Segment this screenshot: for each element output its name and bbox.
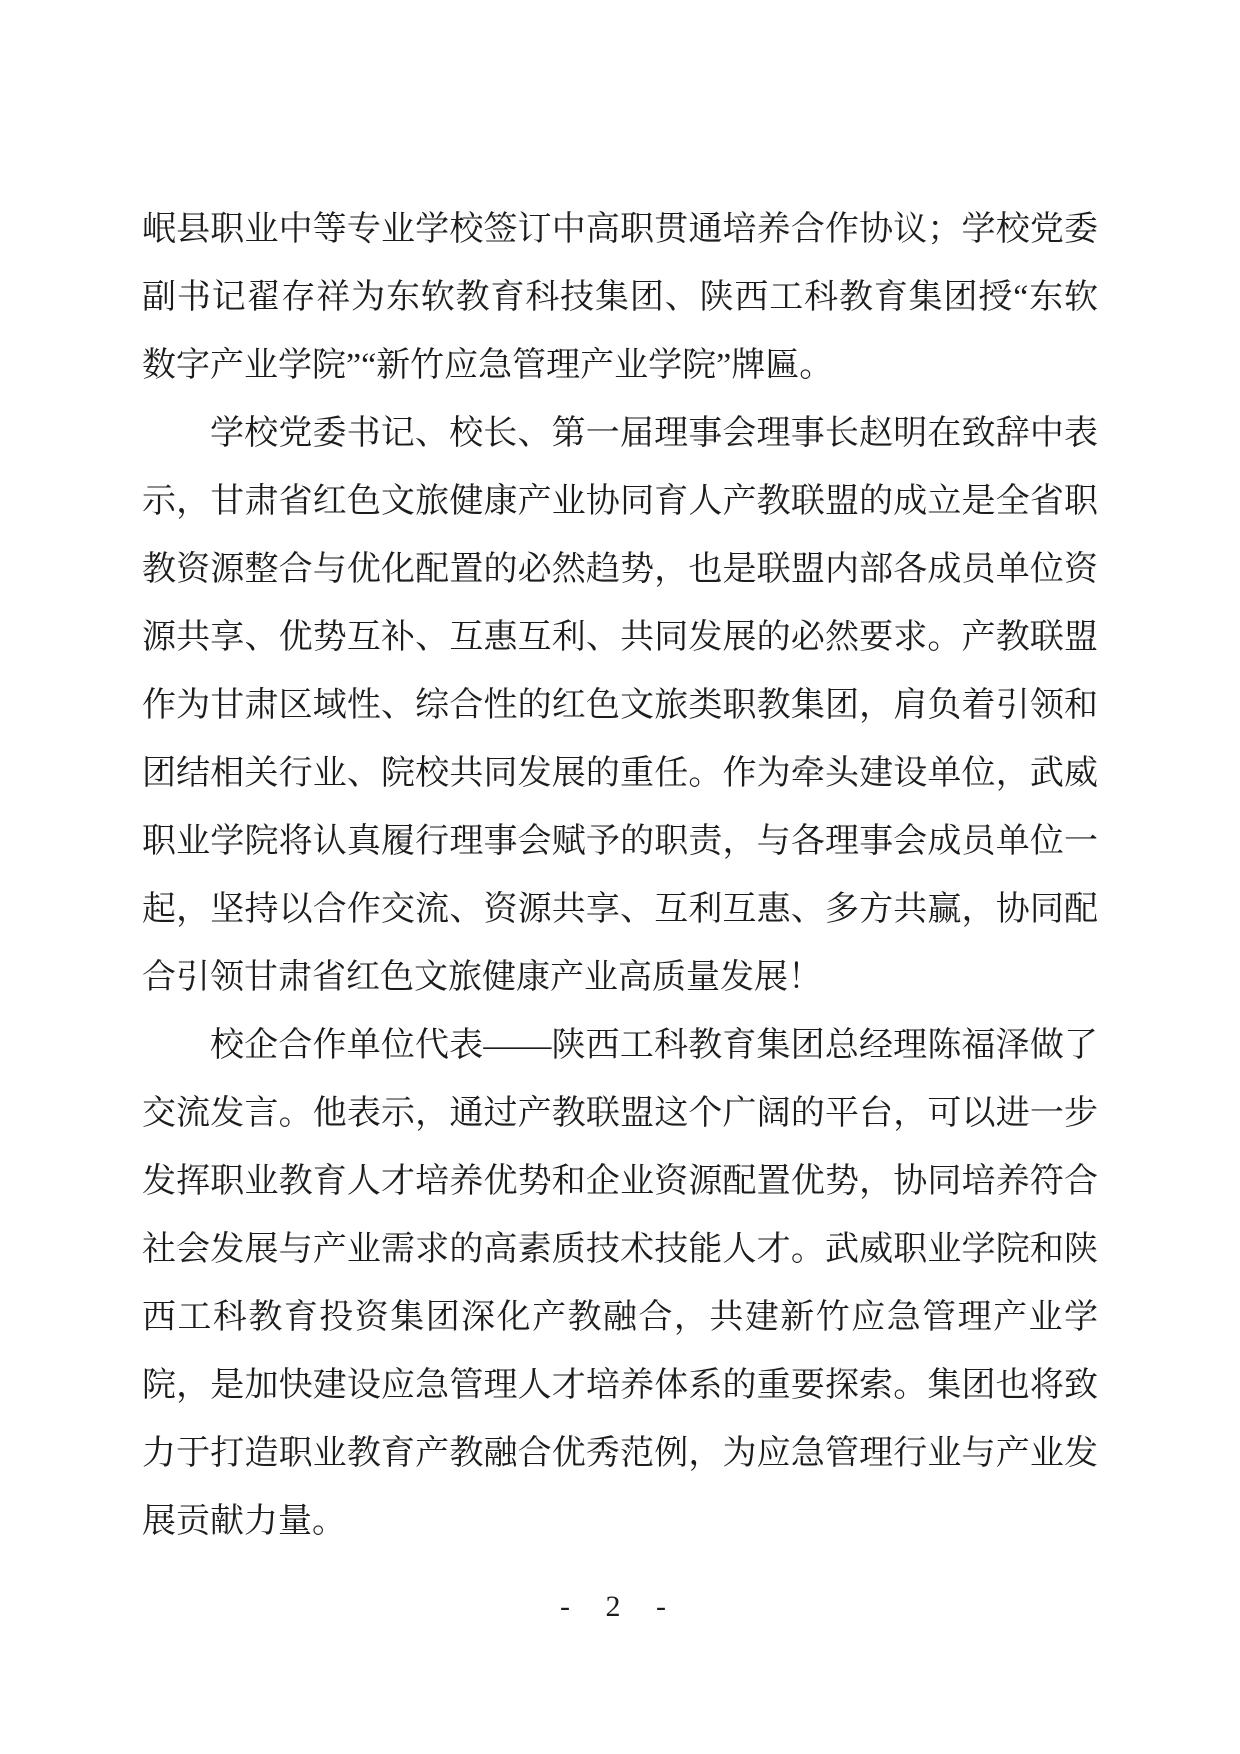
paragraph: 学校党委书记、校长、第一届理事会理事长赵明在致辞中表示，甘肃省红色文旅健康产业协同育人产教联盟的成立是全省职教资源整合与优化配置的必然趋势，也是联盟内部各成员单位资源共享、优势互补、互惠互利、共同发展的必然要求。产教联盟作为甘肃区域性、综合性的红色文旅类职教集团，肩负着引领和团结相关行业、院校共同发展的重任。作为牵头建设单位，武威职业学院将认真履行理事会赋予的职责，与各理事会成员单位一起，坚持以合作交流、资源共享、互利互惠、多方共赢，协同配合引领甘肃省红色文旅健康产业高质量发展！ — [142, 415, 1098, 996]
paragraph: 岷县职业中等专业学校签订中高职贯通培养合作协议；学校党委副书记翟存祥为东软教育科技集团、陕西工科教育集团授“东软数字产业学院”“新竹应急管理产业学院”牌匾。 — [142, 211, 1098, 384]
page-number: - 2 - — [560, 1590, 680, 1623]
page-footer — [0, 1590, 1240, 1624]
document-body — [142, 196, 1098, 1556]
paragraph: 校企合作单位代表——陕西工科教育集团总经理陈福泽做了交流发言。他表示，通过产教联盟这个广阔的平台，可以进一步发挥职业教育人才培养优势和企业资源配置优势，协同培养符合社会发展与产业需求的高素质技术技能人才。武威职业学院和陕西工科教育投资集团深化产教融合，共建新竹应急管理产业学院，是加快建设应急管理人才培养体系的重要探索。集团也将致力于打造职业教育产教融合优秀范例，为应急管理行业与产业发展贡献力量。 — [142, 1027, 1098, 1540]
